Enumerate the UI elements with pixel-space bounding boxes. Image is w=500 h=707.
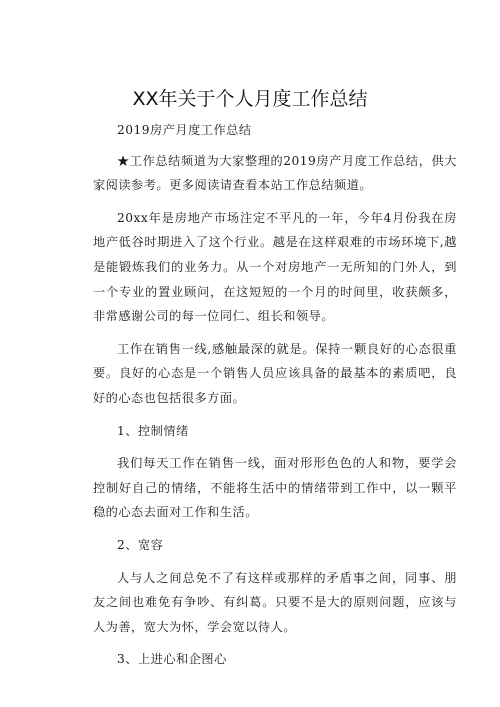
body-paragraph: 20xx年是房地产市场注定不平凡的一年，今年4月份我在房地产低谷时期进入了这个行业。越是在这样艰难的市场环境下,越是能锻炼我们的业务力。从一个对房地产一无所知的门外人，到一个专业的置业顾问，在这短短的一个月的时间里，收获颇多，非常感谢公司的每一位同仁、组长和领导。 [93,210,457,324]
body-paragraph: 我们每天工作在销售一线，面对形形色色的人和物，要学会控制好自己的情绪，不能将生活中的情绪带到工作中，以一颗平稳的心态去面对工作和生活。 [93,456,457,520]
subtitle-paragraph: 2019房产月度工作总结 [117,123,252,137]
section-heading: 3、上进心和企图心 [117,652,227,667]
section-heading: 1、控制情绪 [117,423,189,438]
body-paragraph: 人与人之间总免不了有这样或那样的矛盾事之间，同事、朋友之间也难免有争吵、有纠葛。只要不是大的原则问题，应该与人为善，宽大为怀，学会宽以待人。 [93,570,457,634]
intro-paragraph: ★工作总结频道为大家整理的2019房产月度工作总结，供大家阅读参考。更多阅读请查看本站工作总结频道。 [93,153,457,193]
document-title: XX年关于个人月度工作总结 [132,88,368,110]
body-paragraph: 工作在销售一线,感触最深的就是。保持一颗良好的心态很重要。良好的心态是一个销售人员应该具备的最基本的素质吧，良好的心态也包括很多方面。 [93,341,457,405]
document-body [93,118,457,680]
section-heading: 2、宽容 [117,537,164,552]
